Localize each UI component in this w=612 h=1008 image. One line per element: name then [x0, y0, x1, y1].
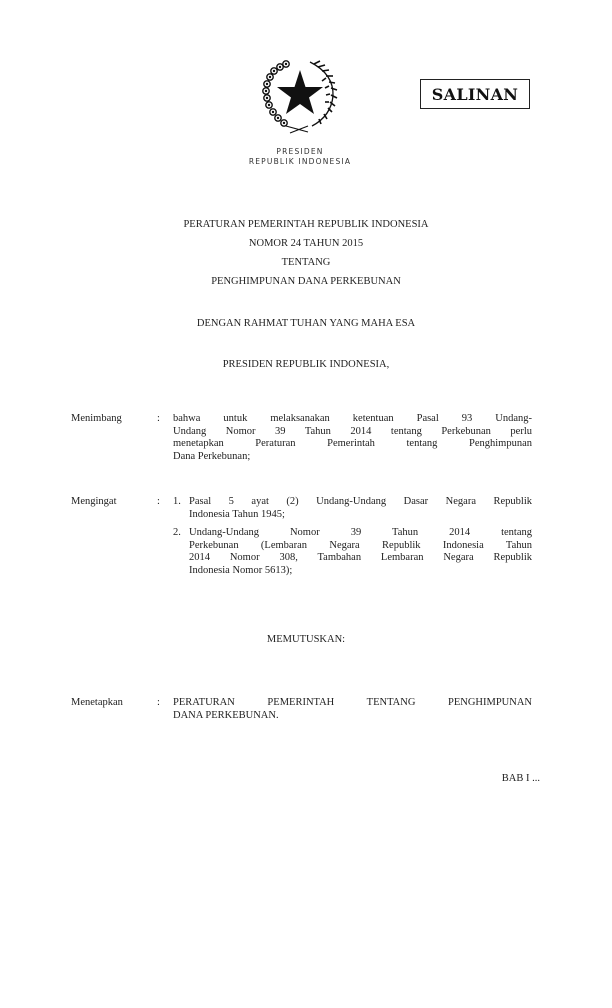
office-line-republik: REPUBLIK INDONESIA: [248, 157, 352, 166]
menimbang-line: bahwa untuk melaksanakan ketentuan Pasal 93 Undang-: [173, 413, 532, 424]
decision-heading: MEMUTUSKAN:: [266, 634, 346, 645]
menimbang-line: menetapkan Peraturan Pemerintah tentang Penghimpunan: [173, 438, 532, 449]
mengingat-label: Mengingat: [71, 496, 117, 507]
mengingat-item: [173, 527, 532, 577]
office-line-presiden: PRESIDEN: [276, 147, 324, 156]
mengingat-item-number: 1.: [173, 496, 181, 507]
mengingat-item-line: Undang-Undang Nomor 39 Tahun 2014 tentang: [189, 527, 532, 538]
mengingat-colon: :: [157, 496, 160, 507]
menetapkan-line: PERATURAN PEMERINTAH TENTANG PENGHIMPUNAN: [173, 697, 532, 708]
regulation-number: NOMOR 24 TAHUN 2015: [248, 238, 364, 249]
menetapkan-content: [173, 697, 532, 722]
menetapkan-colon: :: [157, 697, 160, 708]
mengingat-item-number: 2.: [173, 527, 181, 538]
invocation: DENGAN RAHMAT TUHAN YANG MAHA ESA: [196, 318, 416, 329]
salinan-stamp: SALINAN: [420, 79, 530, 109]
menetapkan-line: DANA PERKEBUNAN.: [173, 709, 279, 721]
regulation-type: PERATURAN PEMERINTAH REPUBLIK INDONESIA: [183, 219, 429, 230]
regulation-tentang: TENTANG: [281, 257, 331, 268]
mengingat-item-line: Indonesia Nomor 5613);: [189, 564, 293, 576]
mengingat-item-line: Pasal 5 ayat (2) Undang-Undang Dasar Negara Republik: [189, 496, 532, 507]
issuer: PRESIDEN REPUBLIK INDONESIA,: [222, 359, 390, 370]
regulation-subject: PENGHIMPUNAN DANA PERKEBUNAN: [211, 276, 401, 287]
menimbang-content: [173, 413, 532, 463]
mengingat-item-line: Perkebunan (Lembaran Negara Republik Indonesia Tahun: [189, 539, 532, 551]
mengingat-item-line: 2014 Nomor 308, Tambahan Lembaran Negara Republik: [189, 552, 532, 563]
menimbang-colon: :: [157, 413, 160, 424]
mengingat-item: [173, 496, 532, 521]
page-continuation: BAB I ...: [501, 773, 540, 784]
garuda-star-emblem-icon: [256, 56, 344, 134]
menimbang-line: Undang Nomor 39 Tahun 2014 tentang Perkebunan perlu: [173, 425, 532, 437]
menimbang-label: Menimbang: [71, 413, 122, 424]
mengingat-content: [173, 496, 532, 583]
mengingat-item-line: Indonesia Tahun 1945;: [189, 508, 285, 520]
menetapkan-label: Menetapkan: [71, 697, 123, 708]
menimbang-line: Dana Perkebunan;: [173, 450, 251, 462]
